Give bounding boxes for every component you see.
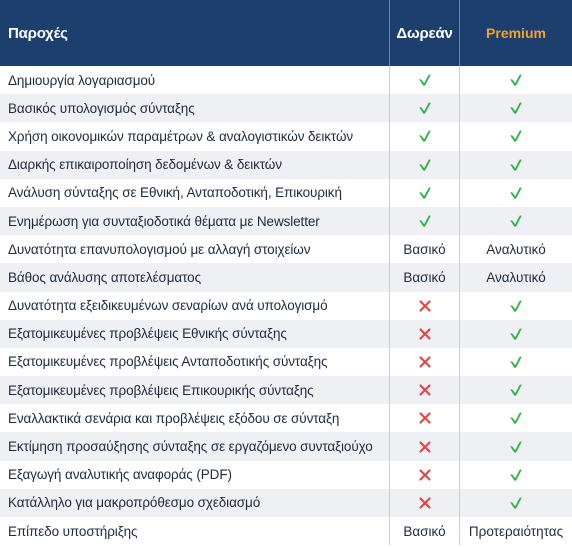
premium-check-icon [459,376,572,404]
table-row [0,292,572,320]
cross-icon [418,383,432,397]
premium-value-text: Προτεραιότητας [468,523,564,539]
check-icon [509,327,523,341]
check-icon [418,186,432,200]
feature-label: Διαρκής επικαιροποίηση δεδομένων & δεικτών [8,157,282,173]
table-row [0,207,572,235]
premium-check-icon [459,404,572,432]
header-free: Δωρεάν [389,0,459,66]
feature-label: Δημιουργία λογαριασμού [8,72,156,88]
free-check-icon [389,122,459,150]
feature-label: Κατάλληλο για μακροπρόθεσμο σχεδιασμό [8,495,261,511]
free-cross-icon [389,320,459,348]
free-cross-icon [389,489,459,517]
premium-check-icon [459,489,572,517]
check-icon [509,73,523,87]
premium-check-icon [459,151,572,179]
feature-label: Επίπεδο υποστήριξης [8,523,138,539]
feature-label: Εξατομικευμένες προβλέψεις Επικουρικής σύνταξης [8,382,314,398]
free-check-icon [389,66,459,94]
premium-value [459,235,572,263]
table-row [0,263,572,291]
table-row [0,348,572,376]
table-row [0,432,572,460]
header-features: Παροχές [8,24,68,42]
feature-label: Εξατομικευμένες προβλέψεις Εθνικής σύνταξης [8,326,287,342]
check-icon [509,496,523,510]
feature-label: Εναλλακτικά σενάρια και προβλέψεις εξόδου σε σύνταξη [8,410,340,426]
table-row [0,320,572,348]
premium-value [459,517,572,545]
table-row [0,235,572,263]
check-icon [418,101,432,115]
free-value-text: Βασικό [403,523,446,539]
check-icon [509,214,523,228]
check-icon [509,129,523,143]
check-icon [509,158,523,172]
check-icon [418,158,432,172]
table-row [0,66,572,94]
check-icon [509,440,523,454]
cross-icon [418,468,432,482]
table-body [0,66,572,545]
cross-icon [418,411,432,425]
table-row [0,376,572,404]
cross-icon [418,299,432,313]
free-cross-icon [389,376,459,404]
table-row [0,151,572,179]
free-cross-icon [389,461,459,489]
free-check-icon [389,207,459,235]
free-check-icon [389,179,459,207]
table-header [0,0,572,66]
cross-icon [418,440,432,454]
premium-check-icon [459,348,572,376]
feature-label: Εκτίμηση προσαύξησης σύνταξης σε εργαζόμενο συνταξιούχο [8,439,373,455]
check-icon [418,129,432,143]
premium-check-icon [459,122,572,150]
feature-label: Εξατομικευμένες προβλέψεις Ανταποδοτικής σύνταξης [8,354,328,370]
cross-icon [418,496,432,510]
feature-label: Εξαγωγή αναλυτικής αναφοράς (PDF) [8,467,232,483]
header-premium: Premium [459,0,572,66]
table-row [0,517,572,545]
feature-label: Βασικός υπολογισμός σύνταξης [8,100,195,116]
free-cross-icon [389,404,459,432]
table-row [0,461,572,489]
premium-check-icon [459,66,572,94]
check-icon [418,214,432,228]
check-icon [509,383,523,397]
free-check-icon [389,94,459,122]
premium-check-icon [459,207,572,235]
premium-check-icon [459,292,572,320]
free-value [389,235,459,263]
cross-icon [418,327,432,341]
free-value-text: Βασικό [403,241,446,257]
premium-check-icon [459,94,572,122]
free-cross-icon [389,348,459,376]
table-row [0,122,572,150]
free-check-icon [389,151,459,179]
premium-check-icon [459,461,572,489]
premium-value [459,263,572,291]
free-cross-icon [389,432,459,460]
table-row [0,179,572,207]
free-value [389,517,459,545]
feature-label: Βάθος ανάλυσης αποτελέσματος [8,269,201,285]
premium-value-text: Αναλυτικό [486,241,546,257]
free-cross-icon [389,292,459,320]
premium-value-text: Αναλυτικό [486,269,546,285]
feature-label: Δυνατότητα επανυπολογισμού με αλλαγή στοιχείων [8,241,311,257]
premium-check-icon [459,179,572,207]
check-icon [509,299,523,313]
check-icon [418,73,432,87]
premium-check-icon [459,320,572,348]
free-value-text: Βασικό [403,269,446,285]
feature-label: Δυνατότητα εξειδικευμένων σεναρίων ανά υπολογισμό [8,298,328,314]
cross-icon [418,355,432,369]
check-icon [509,468,523,482]
table-row [0,94,572,122]
free-value [389,263,459,291]
feature-label: Ενημέρωση για συνταξιοδοτικά θέματα με Newsletter [8,213,320,229]
feature-label: Ανάλυση σύνταξης σε Εθνική, Ανταποδοτική, Επικουρική [8,185,342,201]
premium-check-icon [459,432,572,460]
table-row [0,489,572,517]
check-icon [509,411,523,425]
table-row [0,404,572,432]
check-icon [509,355,523,369]
check-icon [509,101,523,115]
feature-label: Χρήση οικονομικών παραμέτρων & αναλογιστικών δεικτών [8,128,354,144]
check-icon [509,186,523,200]
